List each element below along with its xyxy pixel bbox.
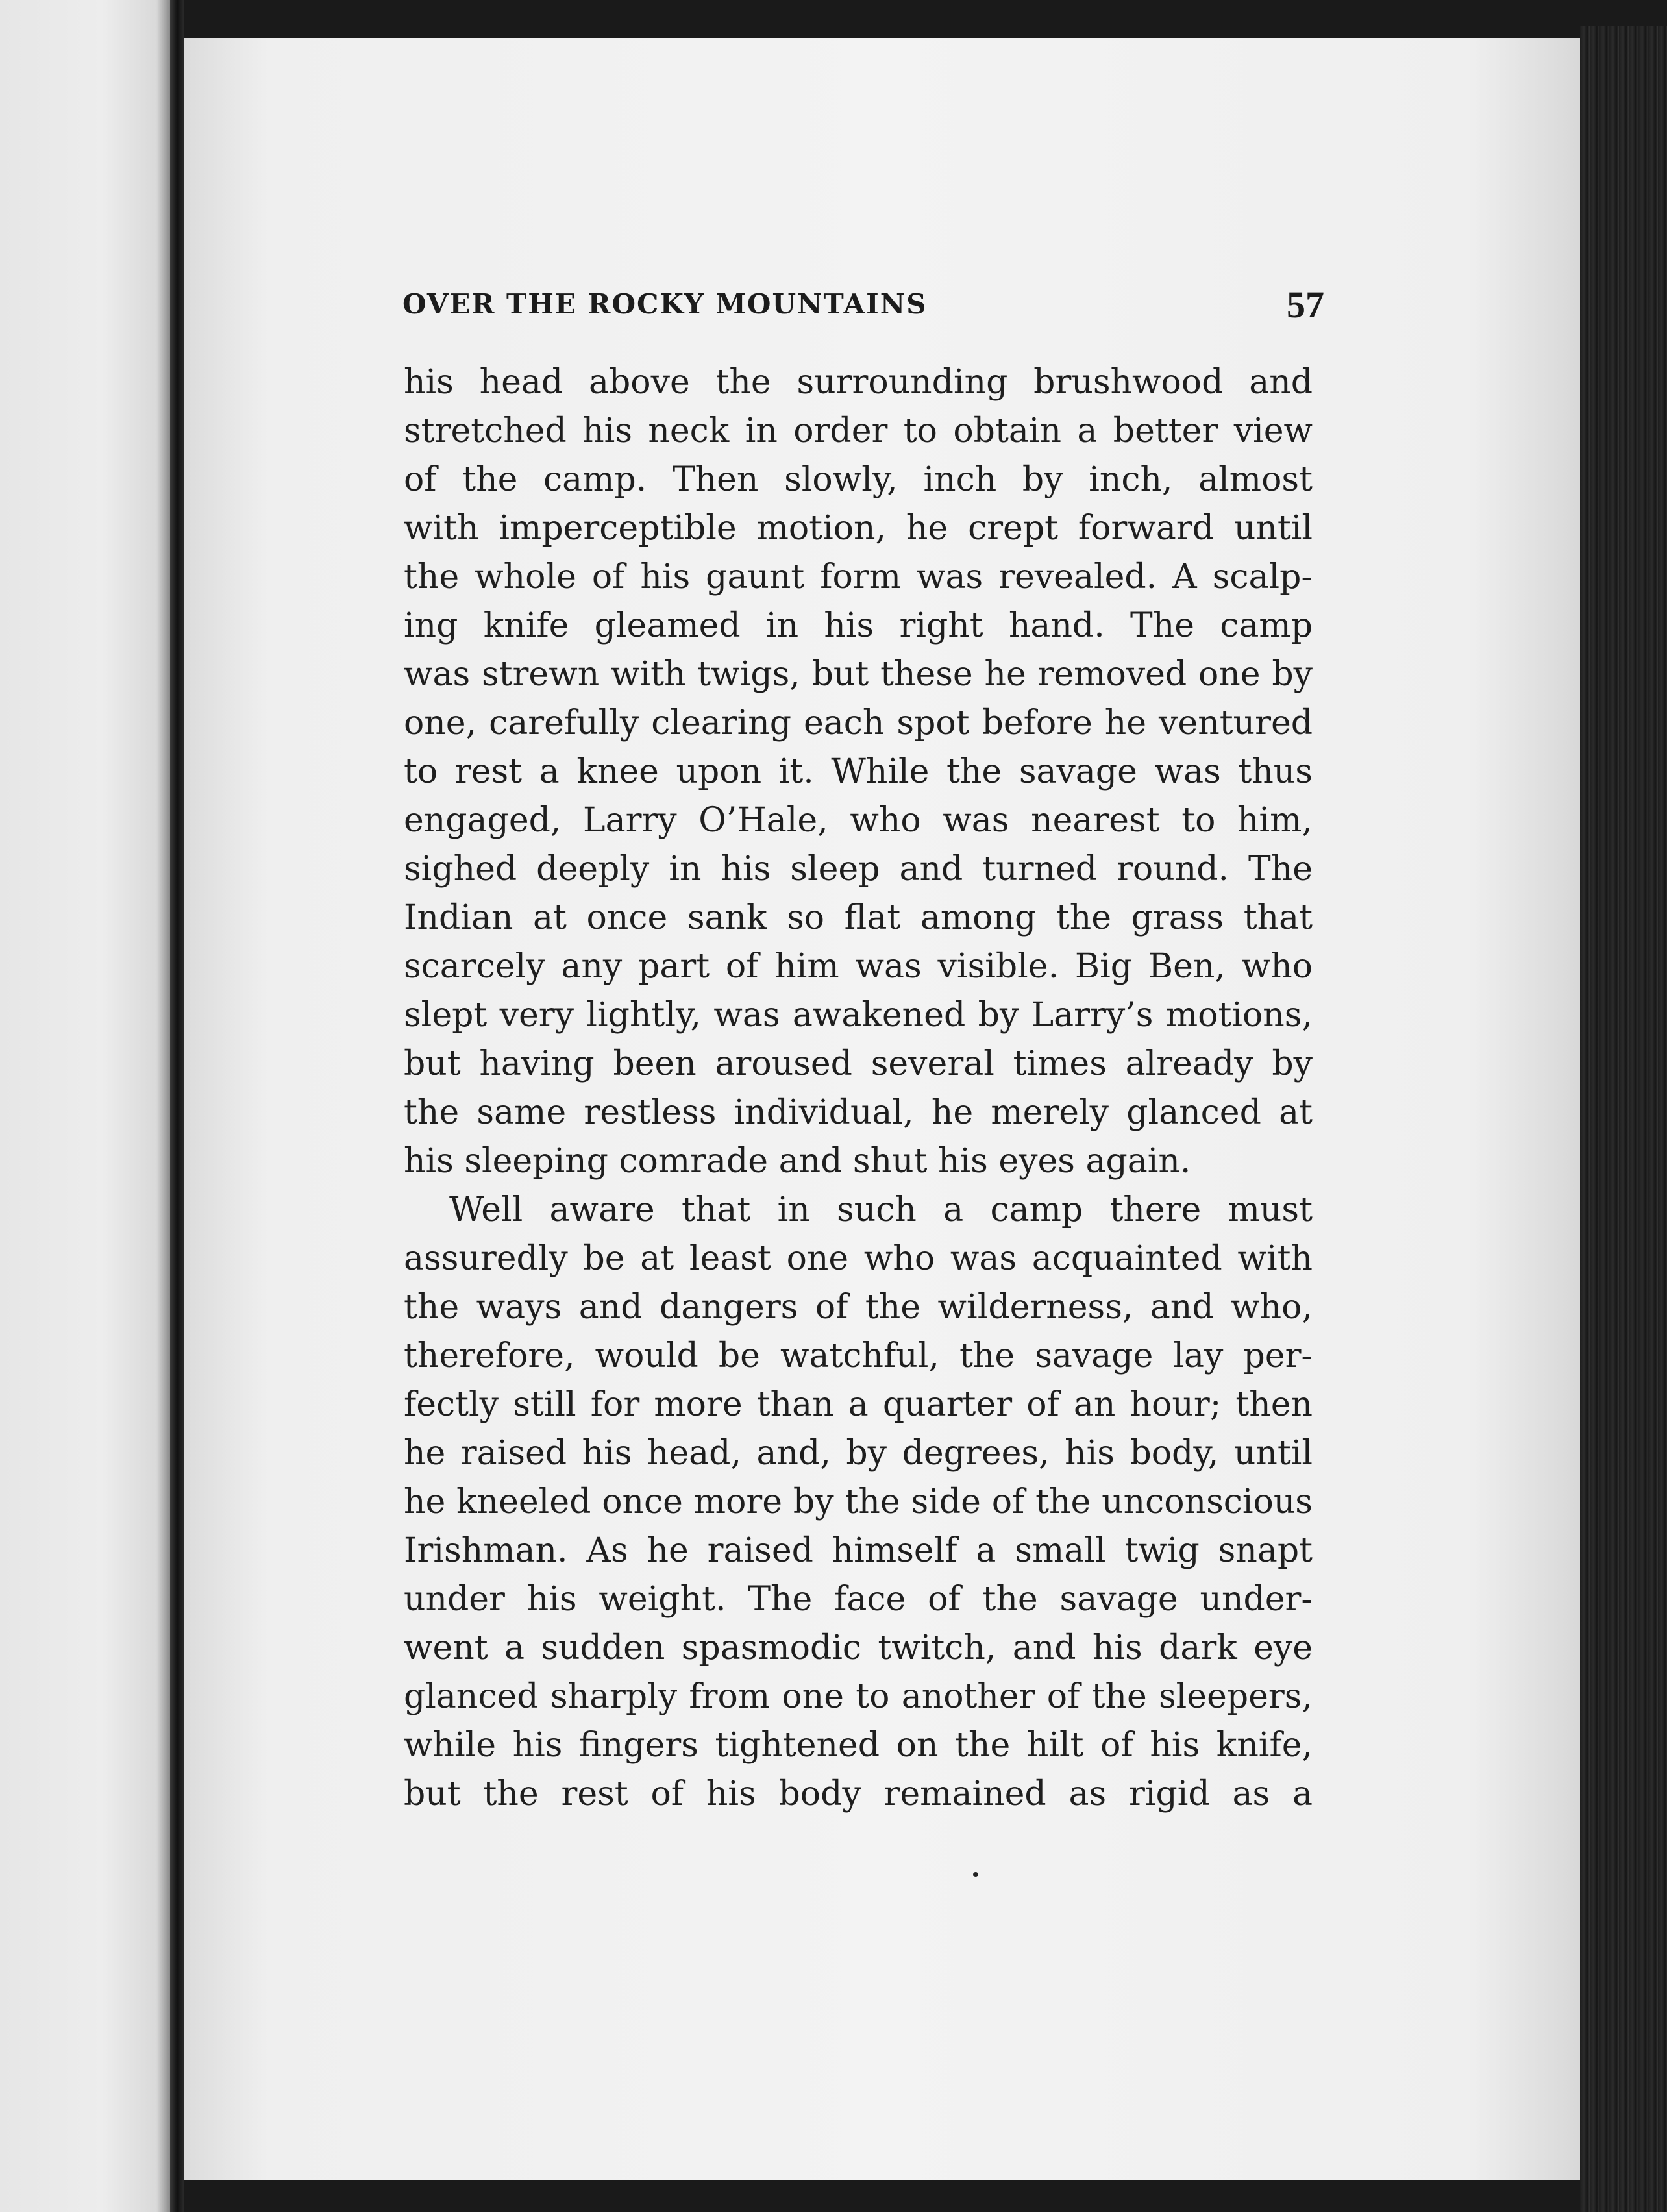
text-line: was strewn with twigs, but these he removed one by bbox=[404, 655, 1313, 694]
text-line: he kneeled once more by the side of the unconscious bbox=[404, 1482, 1313, 1521]
text-line: went a sudden spasmodic twitch, and his dark eye bbox=[404, 1628, 1313, 1667]
text-line: the whole of his gaunt form was revealed. A scalp- bbox=[404, 558, 1313, 596]
text-line: Well aware that in such a camp there must bbox=[449, 1190, 1313, 1229]
text-line: he raised his head, and, by degrees, his body, until bbox=[404, 1434, 1313, 1473]
text-line: Indian at once sank so flat among the grass that bbox=[404, 898, 1313, 937]
text-line: while his fingers tightened on the hilt of his knife, bbox=[404, 1726, 1313, 1765]
page-edges bbox=[1580, 26, 1667, 2212]
text-line: fectly still for more than a quarter of an hour; then bbox=[404, 1385, 1313, 1424]
text-line: to rest a knee upon it. While the savage was thus bbox=[404, 752, 1313, 791]
page-number: 57 bbox=[1287, 284, 1324, 326]
text-line: ing knife gleamed in his right hand. The camp bbox=[404, 606, 1313, 645]
text-line: Irishman. As he raised himself a small twig snapt bbox=[404, 1531, 1313, 1570]
text-line: therefore, would be watchful, the savage lay per- bbox=[404, 1336, 1313, 1375]
text-line: of the camp. Then slowly, inch by inch, almost bbox=[404, 460, 1313, 499]
text-line: engaged, Larry O’Hale, who was nearest to him, bbox=[404, 801, 1313, 840]
text-line: with imperceptible motion, he crept forward until bbox=[404, 509, 1313, 548]
text-line: under his weight. The face of the savage under- bbox=[404, 1580, 1313, 1619]
text-line: but the rest of his body remained as rigid as a bbox=[404, 1775, 1313, 1813]
left-page-margin bbox=[0, 0, 170, 2212]
text-line: scarcely any part of him was visible. Big Ben, who bbox=[404, 947, 1313, 986]
text-line: but having been aroused several times already by bbox=[404, 1044, 1313, 1083]
text-line: his head above the surrounding brushwood and bbox=[404, 363, 1313, 402]
text-line: assuredly be at least one who was acquainted with bbox=[404, 1239, 1313, 1278]
text-line: one, carefully clearing each spot before he ventured bbox=[404, 704, 1313, 743]
text-line: slept very lightly, was awakened by Larry’s motions, bbox=[404, 996, 1313, 1035]
ink-speck bbox=[973, 1872, 978, 1877]
body-text bbox=[404, 358, 1313, 1819]
page-header bbox=[402, 283, 1331, 328]
text-line: glanced sharply from one to another of the sleepers, bbox=[404, 1677, 1313, 1716]
text-line: his sleeping comrade and shut his eyes again. bbox=[404, 1142, 1191, 1181]
running-head: OVER THE ROCKY MOUNTAINS bbox=[402, 288, 928, 320]
text-line: the ways and dangers of the wilderness, and who, bbox=[404, 1288, 1313, 1327]
text-line: sighed deeply in his sleep and turned round. The bbox=[404, 850, 1313, 889]
book-gutter bbox=[170, 0, 184, 2212]
text-line: stretched his neck in order to obtain a better view bbox=[404, 412, 1313, 450]
text-line: the same restless individual, he merely glanced at bbox=[404, 1093, 1313, 1132]
